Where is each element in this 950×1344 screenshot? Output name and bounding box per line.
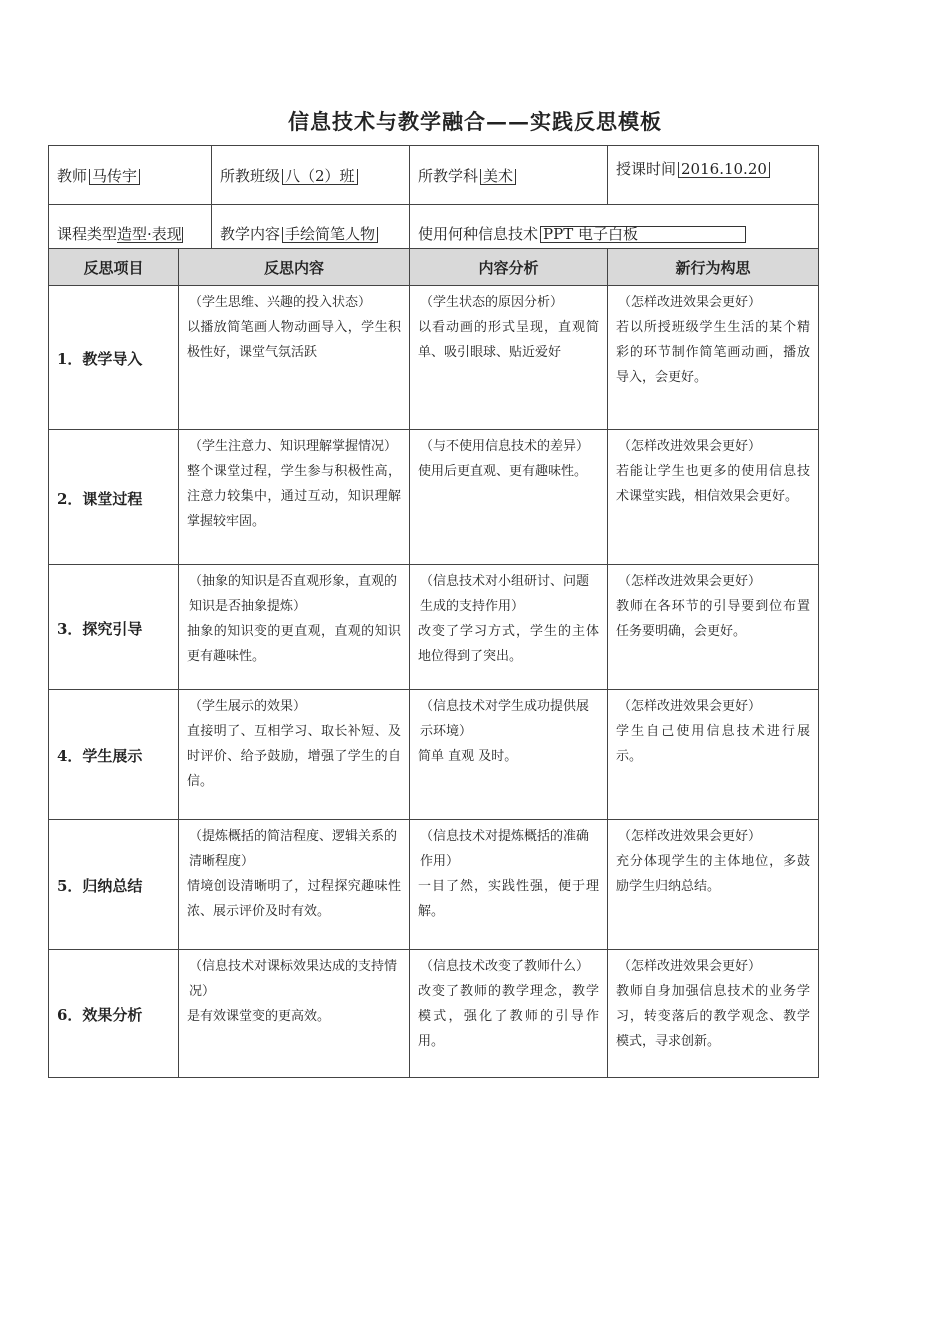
plan-text: 教师在各环节的引导要到位布置任务要明确，会更好。: [616, 599, 810, 639]
class-label: 所教班级: [220, 166, 281, 185]
analysis-hint: （信息技术对学生成功提供展示环境）: [420, 699, 590, 739]
plan-hint: （怎样改进效果会更好）: [618, 959, 762, 974]
analysis-hint: （信息技术对提炼概括的准确作用）: [420, 829, 590, 869]
teacher-cell: [49, 146, 212, 205]
teacher-label: 教师: [57, 166, 88, 185]
plan-text: 教师自身加强信息技术的业务学习，转变落后的教学观念、教学模式，寻求创新。: [616, 984, 810, 1049]
plan-text: 充分体现学生的主体地位，多鼓励学生归纳总结。: [616, 854, 810, 894]
reflection-hint: （提炼概括的简洁程度、逻辑关系的清晰程度）: [189, 829, 398, 869]
subject-cell: [410, 146, 608, 205]
content-label: 教学内容: [220, 224, 281, 243]
reflection-cell: [179, 565, 410, 690]
analysis-hint: （与不使用信息技术的差异）: [420, 439, 590, 454]
reflection-hint: （学生展示的效果）: [189, 699, 307, 714]
reflection-hint: （信息技术对课标效果达成的支持情况）: [189, 959, 398, 999]
page-title: 信息技术与教学融合——实践反思模板: [288, 109, 662, 134]
reflection-cell: [179, 690, 410, 820]
plan-hint: （怎样改进效果会更好）: [618, 295, 762, 310]
plan-cell: [608, 430, 819, 565]
reflection-text: 以播放简笔画人物动画导入，学生积极性好，课堂气氛活跃: [187, 320, 401, 360]
plan-text: 学生自己使用信息技术进行展示。: [616, 724, 810, 764]
tech-value: PPT 电子白板: [540, 226, 746, 243]
plan-cell: [608, 820, 819, 950]
plan-text: 若能让学生也更多的使用信息技术课堂实践，相信效果会更好。: [616, 464, 810, 504]
header-analysis: 内容分析: [410, 249, 608, 286]
header-item: 反思项目: [49, 249, 179, 286]
reflection-hint: （学生注意力、知识理解掌握情况）: [189, 439, 398, 454]
header-reflection: 反思内容: [179, 249, 410, 286]
plan-text: 若以所授班级学生生活的某个精彩的环节制作简笔画动画，播放导入，会更好。: [616, 320, 810, 385]
row-item: 4．学生展示: [49, 690, 179, 820]
analysis-text: 使用后更直观、更有趣味性。: [418, 464, 588, 479]
reflection-text: 是有效课堂变的更高效。: [187, 1009, 331, 1024]
analysis-cell: [410, 430, 608, 565]
plan-cell: [608, 286, 819, 430]
reflection-cell: [179, 950, 410, 1078]
row-item: 5．归纳总结: [49, 820, 179, 950]
plan-cell: [608, 950, 819, 1078]
analysis-hint: （信息技术对小组研讨、问题生成的支持作用）: [420, 574, 590, 614]
plan-hint: （怎样改进效果会更好）: [618, 439, 762, 454]
class-cell: [212, 146, 410, 205]
row-item: 2．课堂过程: [49, 430, 179, 565]
row-item: 3．探究引导: [49, 565, 179, 690]
reflection-table: [48, 248, 819, 1078]
analysis-cell: [410, 820, 608, 950]
analysis-cell: [410, 690, 608, 820]
time-cell: [608, 146, 819, 205]
reflection-text: 情境创设清晰明了，过程探究趣味性浓、展示评价及时有效。: [187, 879, 401, 919]
course-type-value: 造型·表现: [117, 224, 182, 243]
plan-hint: （怎样改进效果会更好）: [618, 699, 762, 714]
class-value: 八（2）班: [282, 169, 358, 185]
analysis-text: 一目了然，实践性强，便于理解。: [418, 879, 599, 919]
reflection-text: 整个课堂过程，学生参与积极性高，注意力较集中，通过互动，知识理解掌握较牢固。: [187, 464, 401, 529]
plan-cell: [608, 690, 819, 820]
analysis-hint: （学生状态的原因分析）: [420, 295, 564, 310]
table-row: [49, 430, 819, 565]
analysis-cell: [410, 286, 608, 430]
analysis-cell: [410, 950, 608, 1078]
time-label: 授课时间: [616, 160, 677, 178]
course-type-label: 课程类型: [57, 224, 118, 243]
reflection-cell: [179, 430, 410, 565]
tech-label: 使用何种信息技术: [418, 224, 539, 243]
analysis-text: 改变了教师的教学理念，教学模式，强化了教师的引导作用。: [418, 984, 599, 1049]
analysis-cell: [410, 565, 608, 690]
teacher-value: 马传宇: [89, 169, 140, 185]
plan-hint: （怎样改进效果会更好）: [618, 574, 762, 589]
analysis-hint: （信息技术改变了教师什么）: [420, 959, 590, 974]
table-row: [49, 286, 819, 430]
content-value: 手绘简笔人物: [282, 227, 378, 243]
analysis-text: 以看动画的形式呈现，直观简单、吸引眼球、贴近爱好: [418, 320, 599, 360]
subject-value: 美术: [480, 169, 516, 185]
reflection-cell: [179, 820, 410, 950]
table-row: [49, 950, 819, 1078]
plan-hint: （怎样改进效果会更好）: [618, 829, 762, 844]
table-row: [49, 820, 819, 950]
analysis-text: 简单 直观 及时。: [418, 749, 518, 764]
time-value: 2016.10.20: [678, 162, 770, 178]
header-plan: 新行为构思: [608, 249, 819, 286]
analysis-text: 改变了学习方式，学生的主体地位得到了突出。: [418, 624, 599, 664]
reflection-text: 直接明了、互相学习、取长补短、及时评价、给予鼓励，增强了学生的自信。: [187, 724, 401, 789]
table-row: [49, 565, 819, 690]
reflection-text: 抽象的知识变的更直观，直观的知识更有趣味性。: [187, 624, 401, 664]
course-info-table: [48, 145, 819, 262]
row-item: 1．教学导入: [49, 286, 179, 430]
reflection-hint: （抽象的知识是否直观形象，直观的知识是否抽象提炼）: [189, 574, 398, 614]
reflection-cell: [179, 286, 410, 430]
plan-cell: [608, 565, 819, 690]
reflection-hint: （学生思维、兴趣的投入状态）: [189, 295, 372, 310]
subject-label: 所教学科: [418, 166, 479, 185]
row-item: 6．效果分析: [49, 950, 179, 1078]
table-row: [49, 690, 819, 820]
